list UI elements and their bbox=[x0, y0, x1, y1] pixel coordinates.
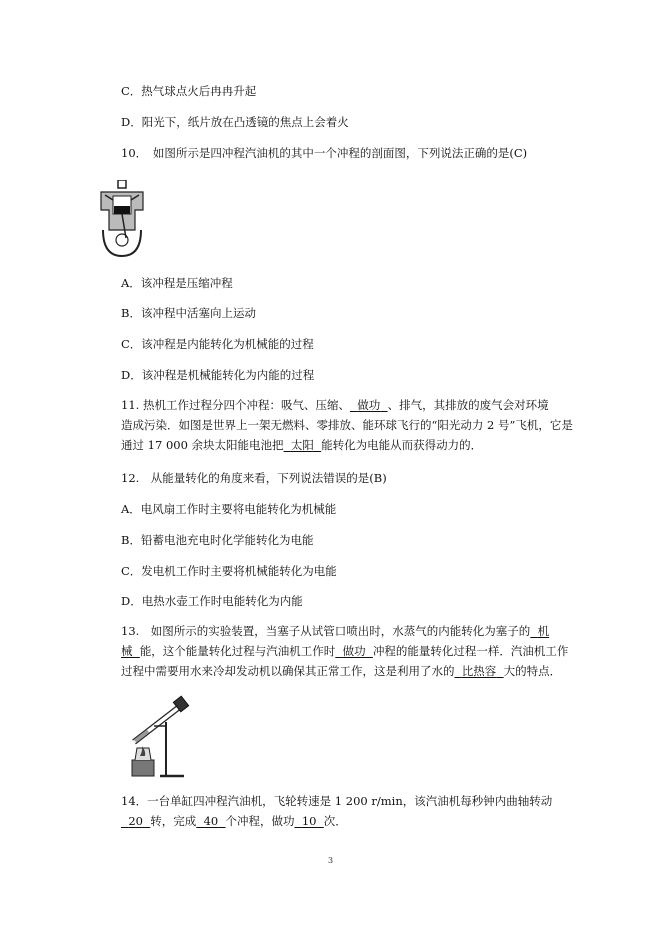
q11-text: 、排气，其排放的废气会对环境 bbox=[387, 398, 549, 412]
question-13-line-3 bbox=[121, 663, 571, 679]
q11-text: 能转化为电能从而获得动力的． bbox=[321, 438, 483, 452]
question-13-line-1 bbox=[121, 623, 571, 639]
q14-text: 转，完成 bbox=[150, 814, 197, 828]
question-11-line-2: 造成污染．如图是世界上一架无燃料、零排放、能环球飞行的“阳光动力 2 号”飞机，它是 bbox=[121, 418, 573, 432]
q11-blank-2: 太阳 bbox=[290, 438, 314, 452]
q14-text: 个冲程，做功 bbox=[225, 814, 295, 828]
question-11-line-3 bbox=[121, 437, 571, 453]
q13-blank-3: 比热容 bbox=[461, 664, 497, 678]
question-14-line-1: 14．一台单缸四冲程汽油机，飞轮转速是 1 200 r/min，该汽油机每秒钟内曲轴转动 bbox=[121, 794, 553, 808]
q13-blank-1-cont: 械 bbox=[121, 644, 133, 658]
q13-text: 能，这个能量转化过程与汽油机工作时 bbox=[139, 644, 336, 658]
question-12: 12. 从能量转化的角度来看，下列说法错误的是(B) bbox=[121, 471, 387, 485]
q13-text: 过程中需要用水来冷却发动机以确保其正常工作，这是利用了水的 bbox=[121, 664, 455, 678]
question-13-line-2 bbox=[121, 643, 571, 659]
q11-blank-1: 做功 bbox=[357, 398, 381, 412]
question-10: 10． 如图所示是四冲程汽油机的其中一个冲程的剖面图，下列说法正确的是(C) bbox=[121, 146, 528, 160]
option-c-prev: C．热气球点火后冉冉升起 bbox=[121, 84, 257, 98]
q14-text: 次． bbox=[323, 814, 347, 828]
option-12a: A．电风扇工作时主要将电能转化为机械能 bbox=[121, 502, 337, 516]
option-10d: D．该冲程是机械能转化为内能的过程 bbox=[121, 368, 315, 382]
q13-text: 冲程的能量转化过程一样．汽油机工作 bbox=[372, 644, 569, 658]
engine-cross-section-figure bbox=[97, 180, 147, 260]
test-tube-apparatus-figure bbox=[118, 694, 192, 780]
page-number: 3 bbox=[327, 856, 334, 865]
option-10b: B．该冲程中活塞向上运动 bbox=[121, 306, 256, 320]
q13-text: 13. 如图所示的实验装置，当塞子从试管口喷出时，水蒸气的内能转化为塞子的 bbox=[121, 624, 531, 638]
q14-blank-1: 20 bbox=[128, 814, 143, 828]
option-10a: A．该冲程是压缩冲程 bbox=[121, 276, 233, 290]
q13-blank-2: 做功 bbox=[342, 644, 366, 658]
q13-text: 大的特点． bbox=[503, 664, 562, 678]
question-11-line-1 bbox=[121, 397, 571, 413]
q14-blank-2: 40 bbox=[203, 814, 219, 828]
question-14-line-2 bbox=[121, 813, 571, 829]
q11-text: 11. 热机工作过程分四个冲程：吸气、压缩、 bbox=[121, 398, 350, 412]
option-10c: C．该冲程是内能转化为机械能的过程 bbox=[121, 337, 314, 351]
option-d-prev: D．阳光下，纸片放在凸透镜的焦点上会着火 bbox=[121, 115, 349, 129]
q11-text: 通过 17 000 余块太阳能电池把 bbox=[121, 438, 284, 452]
q13-blank-1: 机 bbox=[537, 624, 550, 638]
option-12b: B．铅蓄电池充电时化学能转化为电能 bbox=[121, 533, 314, 547]
option-12c: C．发电机工作时主要将机械能转化为电能 bbox=[121, 564, 337, 578]
option-12d: D．电热水壶工作时电能转化为内能 bbox=[121, 594, 303, 608]
q14-blank-3: 10 bbox=[301, 814, 317, 828]
